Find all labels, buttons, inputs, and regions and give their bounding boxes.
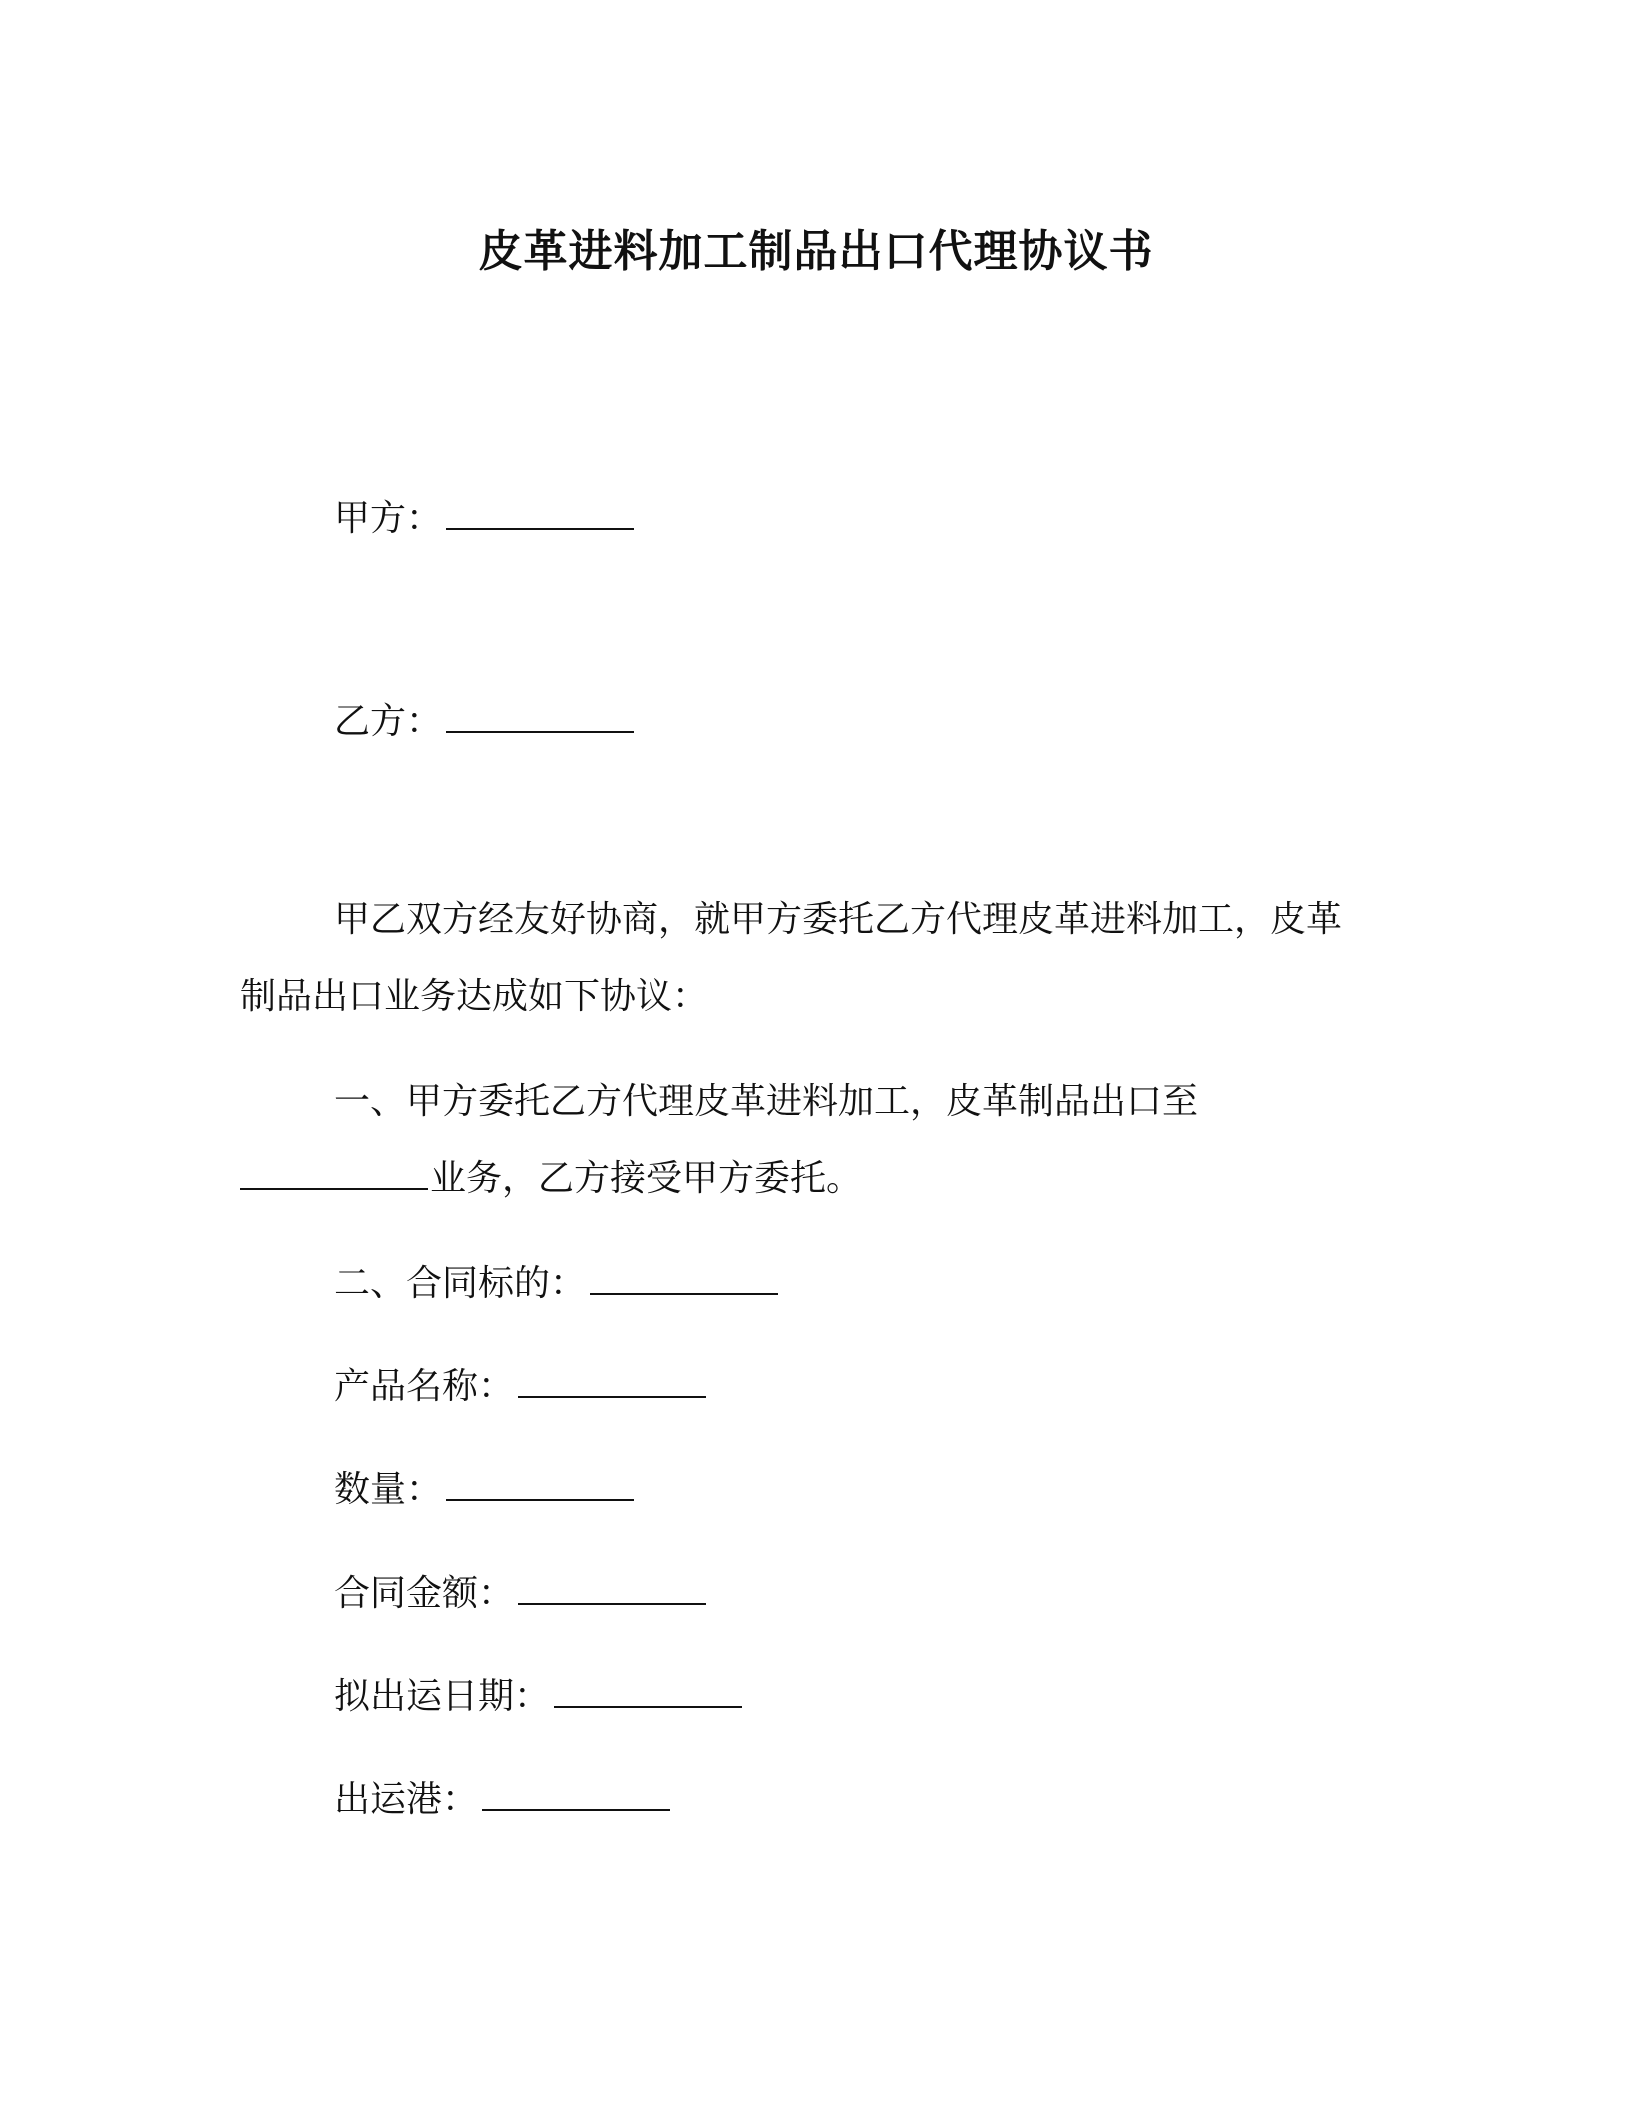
intro-line-2: 制品出口业务达成如下协议：	[240, 976, 709, 1017]
contract-amount-line	[334, 1572, 706, 1616]
quantity-blank[interactable]	[446, 1469, 634, 1501]
contract-amount-label: 合同金额：	[334, 1573, 515, 1614]
party-a-line	[334, 497, 634, 541]
clause1-line-2	[240, 1157, 862, 1201]
clause2-label: 二、合同标的：	[334, 1263, 587, 1304]
destination-blank[interactable]	[240, 1158, 428, 1190]
party-b-line	[334, 700, 634, 744]
port-label: 出运港：	[334, 1779, 479, 1820]
shipping-date-blank[interactable]	[554, 1676, 742, 1708]
party-a-label: 甲方：	[334, 498, 443, 539]
contract-amount-blank[interactable]	[518, 1573, 706, 1605]
quantity-label: 数量：	[334, 1469, 443, 1510]
party-a-blank[interactable]	[446, 498, 634, 530]
clause1-line-1: 一、甲方委托乙方代理皮革进料加工，皮革制品出口至	[334, 1081, 1199, 1122]
port-line	[334, 1778, 670, 1822]
product-name-label: 产品名称：	[334, 1366, 515, 1407]
party-b-blank[interactable]	[446, 701, 634, 733]
document-title: 皮革进料加工制品出口代理协议书	[478, 226, 1154, 277]
shipping-date-line	[334, 1675, 742, 1719]
port-blank[interactable]	[482, 1779, 670, 1811]
product-name-blank[interactable]	[518, 1366, 706, 1398]
clause2-line	[334, 1262, 778, 1306]
shipping-date-label: 拟出运日期：	[334, 1676, 551, 1717]
quantity-line	[334, 1468, 634, 1512]
intro-line-1: 甲乙双方经友好协商，就甲方委托乙方代理皮革进料加工，皮革	[334, 899, 1343, 940]
party-b-label: 乙方：	[334, 701, 443, 742]
contract-subject-blank[interactable]	[590, 1263, 778, 1295]
product-name-line	[334, 1365, 706, 1409]
clause1-line-2-text: 业务，乙方接受甲方委托。	[430, 1158, 863, 1199]
